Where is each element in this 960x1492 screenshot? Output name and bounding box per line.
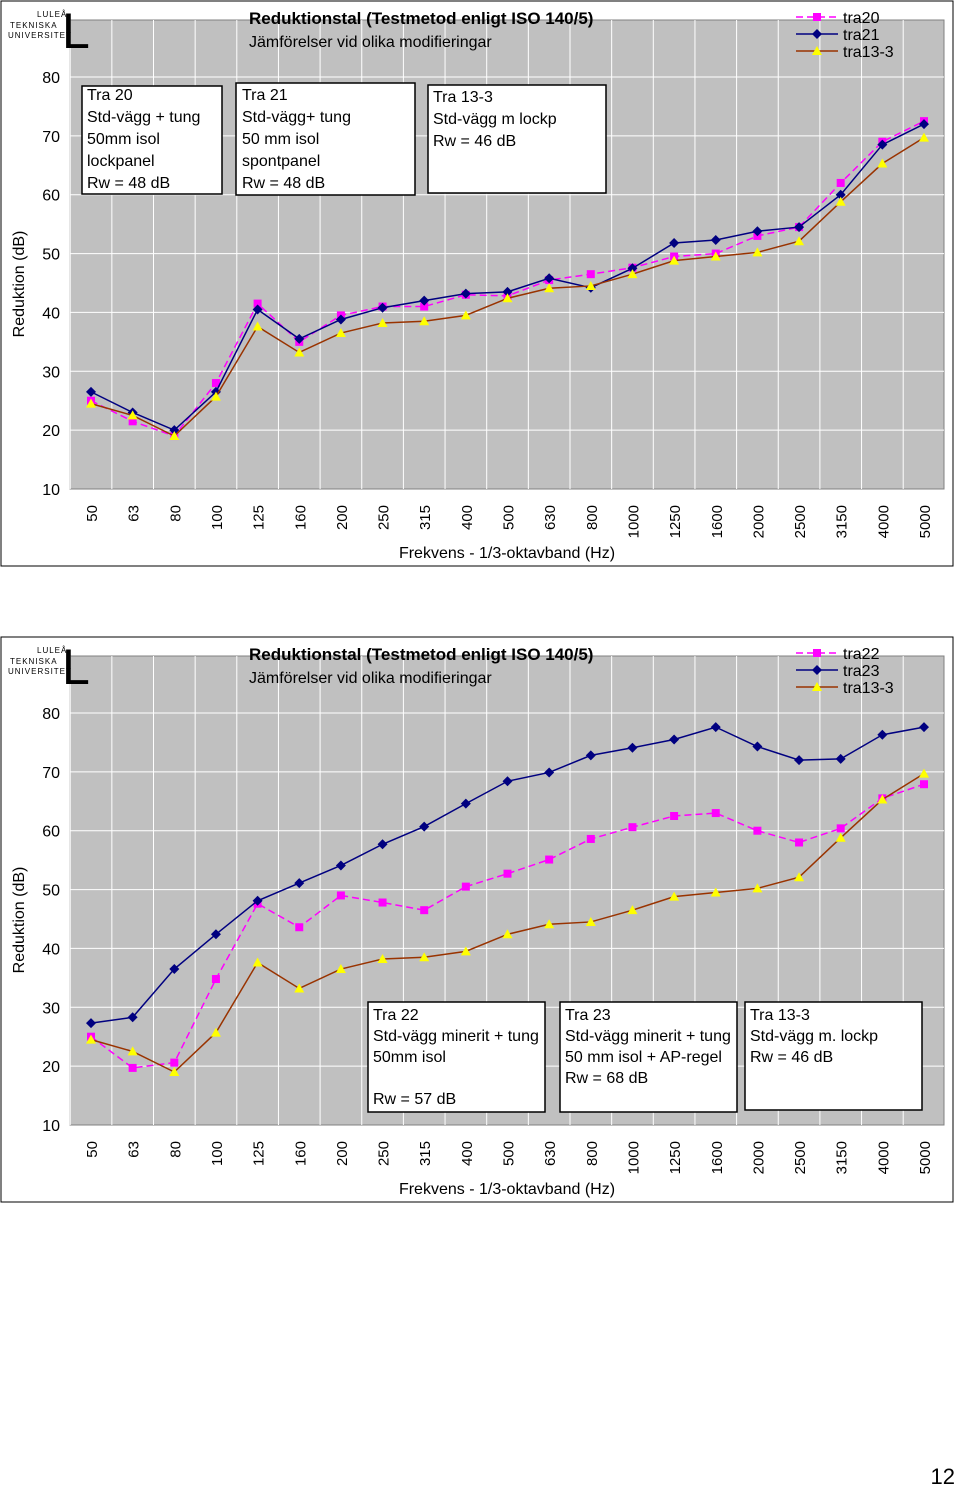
data-point-tra22 [504, 870, 512, 878]
x-tick-label: 3150 [833, 1141, 851, 1175]
annotation-box [82, 86, 222, 194]
data-point-tra22 [170, 1059, 178, 1067]
data-point-tra22 [795, 838, 803, 846]
y-tick-label: 70 [42, 128, 60, 146]
annotation-line: Std-vägg minerit + tung [373, 1028, 539, 1045]
x-tick-label: 800 [583, 1141, 601, 1167]
legend-label: tra23 [843, 663, 880, 680]
x-tick-label: 160 [292, 505, 310, 531]
x-tick-label: 4000 [875, 1141, 893, 1175]
x-tick-label: 800 [583, 505, 601, 531]
y-tick-label: 30 [42, 1000, 60, 1018]
logo-text-line: LULEÅ [37, 10, 68, 19]
x-tick-label: 5000 [917, 1141, 934, 1175]
x-tick-label: 1600 [708, 1141, 726, 1175]
annotation-line: Std-vägg m. lockp [750, 1028, 879, 1045]
x-tick-label: 315 [417, 1141, 435, 1167]
x-tick-label: 1000 [625, 505, 643, 539]
data-point-tra22 [420, 906, 428, 914]
data-point-tra22 [753, 827, 761, 835]
data-point-tra22 [712, 809, 720, 817]
x-tick-label: 1250 [667, 505, 685, 539]
annotation-line: 50 mm isol [242, 131, 320, 148]
logo-letter: L [62, 639, 90, 695]
y-tick-label: 10 [42, 482, 60, 499]
annotation-box [236, 83, 415, 195]
annotation-line: 50mm isol [373, 1049, 446, 1066]
x-tick-label: 630 [542, 505, 560, 531]
y-tick-label: 60 [42, 187, 60, 205]
annotation-line: lockpanel [87, 153, 155, 170]
y-tick-label: 60 [42, 823, 60, 841]
chart-1-svg [0, 0, 955, 568]
chart-title: Reduktionstal (Testmetod enligt ISO 140/5) [249, 9, 594, 28]
annotation-line: Tra 21 [242, 87, 288, 104]
legend-marker-tra22 [813, 649, 821, 657]
annotation-line: Rw = 46 dB [433, 133, 517, 150]
legend-marker-tra20 [813, 13, 821, 21]
x-tick-label: 400 [458, 1141, 476, 1167]
x-tick-label: 500 [500, 1141, 518, 1167]
legend-label: tra20 [843, 10, 880, 27]
x-axis-label: Frekvens - 1/3-oktavband (Hz) [398, 545, 616, 562]
x-tick-label: 63 [125, 505, 143, 522]
y-axis-label: Reduktion (dB) [11, 866, 28, 974]
logo-text-line: UNIVERSITET [8, 31, 72, 40]
annotation-line: Rw = 48 dB [87, 175, 171, 192]
x-tick-label: 400 [458, 505, 476, 531]
data-point-tra22 [212, 975, 220, 983]
chart-title: Reduktionstal (Testmetod enligt ISO 140/5) [249, 645, 594, 664]
x-tick-label: 4000 [875, 505, 893, 539]
chart-subtitle: Jämförelser vid olika modifieringar [249, 34, 492, 51]
x-tick-label: 50 [84, 1141, 101, 1158]
logo-text-line: TEKNISKA [10, 657, 58, 666]
y-tick-label: 10 [42, 1118, 60, 1135]
data-point-tra22 [379, 899, 387, 907]
legend-label: tra22 [843, 646, 880, 663]
logo-text-line: UNIVERSITET [8, 667, 72, 676]
annotation-line: Rw = 68 dB [565, 1070, 649, 1087]
x-tick-label: 315 [417, 505, 435, 531]
x-tick-label: 500 [500, 505, 518, 531]
annotation-line: Rw = 48 dB [242, 175, 326, 192]
legend-label: tra13-3 [843, 680, 894, 697]
data-point-tra22 [837, 824, 845, 832]
x-tick-label: 50 [84, 505, 101, 522]
annotation-box [560, 1002, 737, 1112]
legend-label: tra13-3 [843, 44, 894, 61]
annotation-line: Std-vägg m lockp [433, 111, 557, 128]
annotation-line: Tra 23 [565, 1007, 611, 1024]
annotation-line: Tra 13-3 [433, 89, 493, 106]
chart-subtitle: Jämförelser vid olika modifieringar [249, 670, 492, 687]
y-tick-label: 70 [42, 764, 60, 782]
data-point-tra22 [462, 883, 470, 891]
x-tick-label: 80 [167, 1141, 185, 1158]
data-point-tra20 [587, 270, 595, 278]
x-tick-label: 1000 [625, 1141, 643, 1175]
x-axis-label: Frekvens - 1/3-oktavband (Hz) [398, 1181, 616, 1198]
annotation-line: Tra 20 [87, 87, 133, 104]
x-tick-label: 3150 [833, 505, 851, 539]
annotation-box [745, 1002, 922, 1110]
annotation-line: Std-vägg + tung [87, 109, 201, 126]
y-axis-label: Reduktion (dB) [11, 230, 28, 338]
x-tick-label: 160 [292, 1141, 310, 1167]
x-tick-label: 125 [250, 505, 268, 531]
y-tick-label: 30 [42, 364, 60, 382]
data-point-tra20 [837, 179, 845, 187]
annotation-line: Rw = 57 dB [373, 1091, 457, 1108]
annotation-line: Std-vägg minerit + tung [565, 1028, 731, 1045]
x-tick-label: 200 [333, 1141, 351, 1167]
logo-text-line: LULEÅ [37, 646, 68, 655]
data-point-tra22 [587, 835, 595, 843]
data-point-tra22 [337, 891, 345, 899]
x-tick-label: 630 [542, 1141, 560, 1167]
x-tick-label: 2500 [792, 1141, 810, 1175]
y-tick-label: 40 [42, 941, 60, 959]
annotation-line: spontpanel [242, 153, 321, 170]
x-tick-label: 2000 [750, 1141, 768, 1175]
annotation-box [428, 85, 606, 193]
x-tick-label: 200 [333, 505, 351, 531]
data-point-tra22 [920, 780, 928, 788]
annotation-line: 50mm isol [87, 131, 160, 148]
chart-2 [0, 636, 955, 1209]
data-point-tra22 [295, 923, 303, 931]
chart-1 [0, 0, 955, 573]
y-tick-label: 50 [42, 246, 60, 264]
y-tick-label: 50 [42, 882, 60, 900]
annotation-line: Tra 13-3 [750, 1007, 810, 1024]
x-tick-label: 100 [208, 1141, 226, 1167]
annotation-line: Std-vägg+ tung [242, 109, 351, 126]
x-tick-label: 2000 [750, 505, 768, 539]
logo-letter: L [62, 3, 90, 59]
x-tick-label: 250 [375, 1141, 393, 1167]
y-tick-label: 80 [42, 706, 60, 723]
x-tick-label: 2500 [792, 505, 810, 539]
data-point-tra22 [670, 812, 678, 820]
y-tick-label: 40 [42, 305, 60, 323]
legend-label: tra21 [843, 27, 880, 44]
x-tick-label: 1250 [667, 1141, 685, 1175]
annotation-line: 50 mm isol + AP-regel [565, 1049, 722, 1066]
x-tick-label: 100 [208, 505, 226, 531]
chart-2-svg [0, 636, 955, 1204]
y-tick-label: 20 [42, 1059, 60, 1077]
x-tick-label: 1600 [708, 505, 726, 539]
annotation-box [368, 1002, 545, 1112]
y-tick-label: 20 [42, 423, 60, 441]
x-tick-label: 5000 [917, 505, 934, 539]
annotation-line: Tra 22 [373, 1007, 419, 1024]
x-tick-label: 250 [375, 505, 393, 531]
x-tick-label: 125 [250, 1141, 268, 1167]
x-tick-label: 63 [125, 1141, 143, 1158]
data-point-tra22 [129, 1064, 137, 1072]
page-number: 12 [930, 1464, 955, 1489]
logo-text-line: TEKNISKA [10, 21, 58, 30]
data-point-tra22 [628, 823, 636, 831]
data-point-tra22 [545, 856, 553, 864]
annotation-line: Rw = 46 dB [750, 1049, 834, 1066]
x-tick-label: 80 [167, 505, 185, 522]
y-tick-label: 80 [42, 70, 60, 87]
